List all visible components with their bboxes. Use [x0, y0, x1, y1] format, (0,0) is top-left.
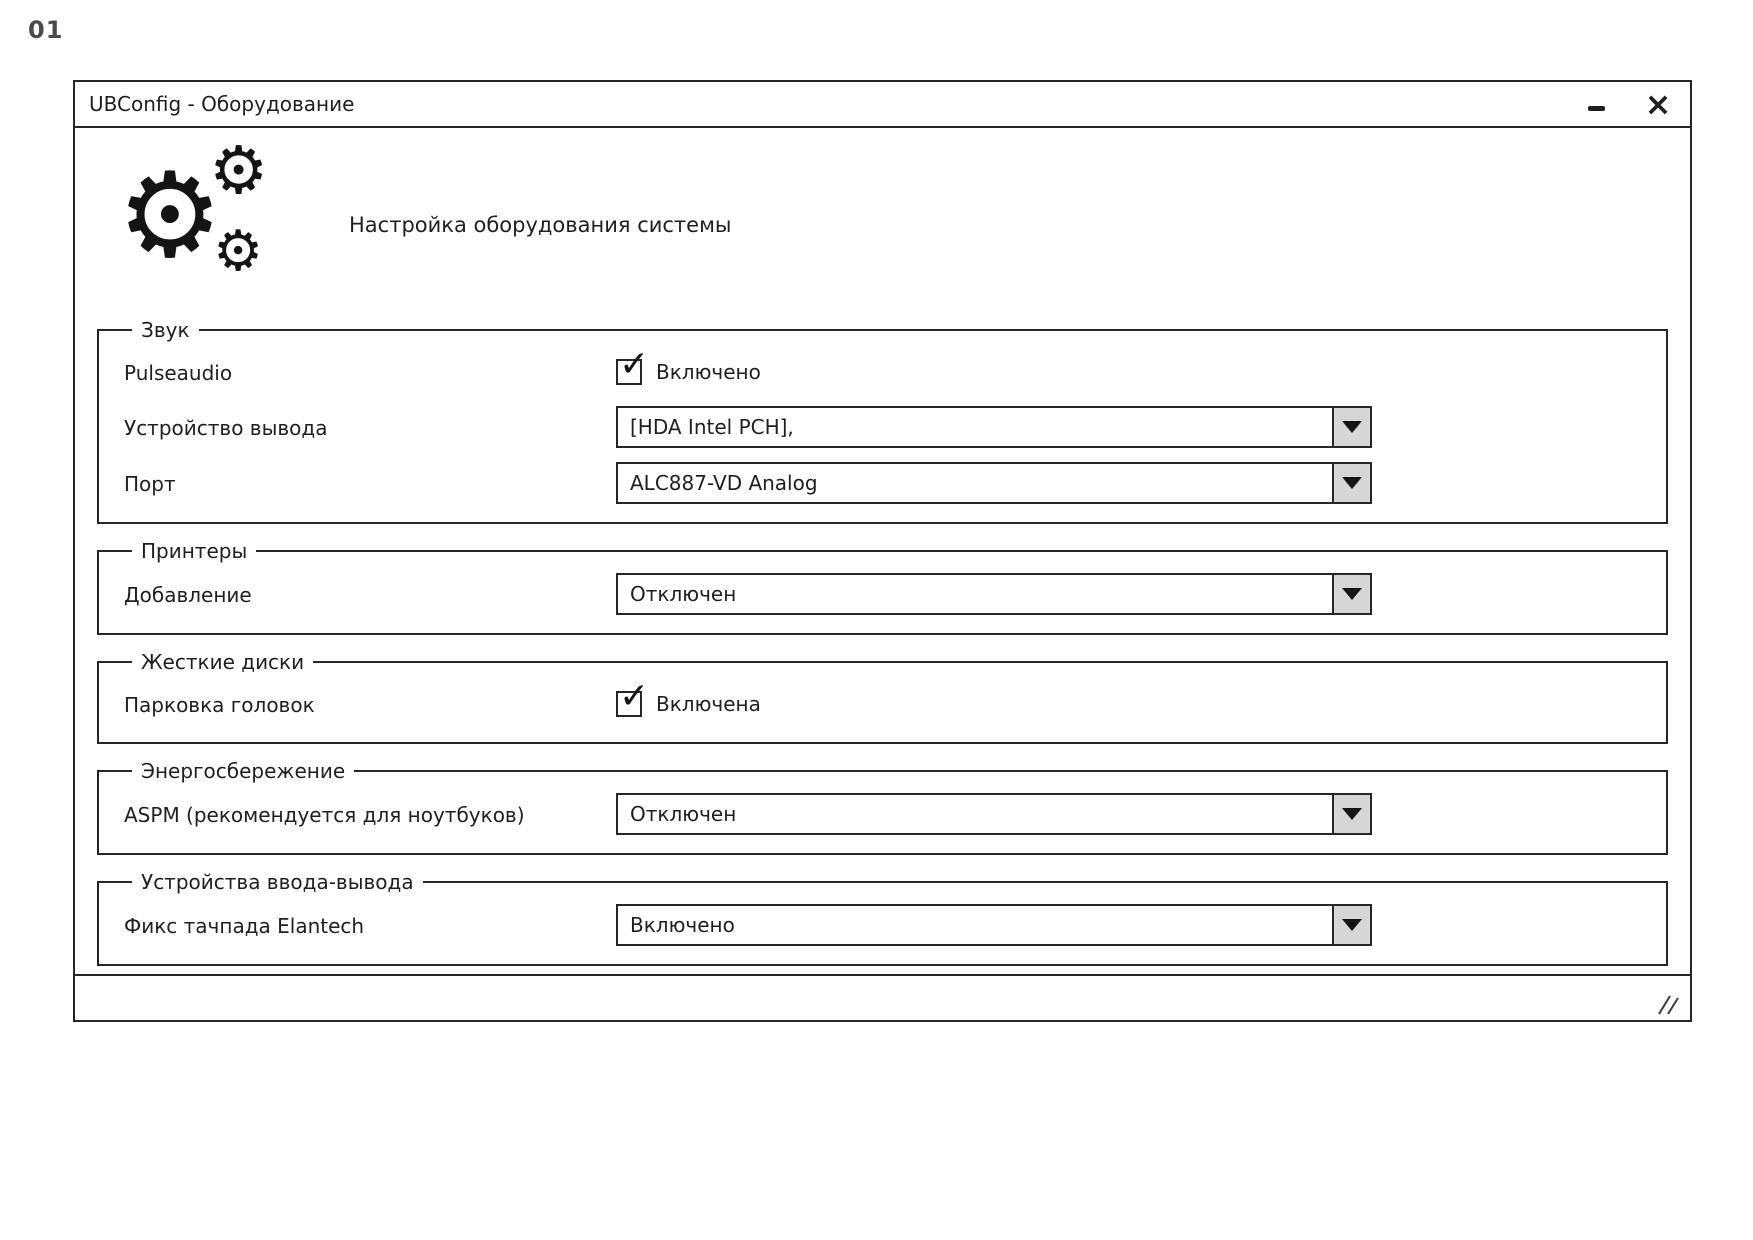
- combo-selected-value: Включено: [630, 913, 735, 937]
- resize-grip-icon[interactable]: [1652, 993, 1680, 1015]
- pulseaudio-checkbox[interactable]: [616, 344, 761, 392]
- gear-small-icon: ⚙: [213, 219, 264, 284]
- checkbox-state-label: Включено: [656, 360, 761, 384]
- window-content: [75, 128, 1690, 974]
- form-row: [124, 676, 1644, 724]
- section-printers-legend: Принтеры: [141, 539, 248, 563]
- chevron-down-icon[interactable]: [1332, 464, 1370, 502]
- section-printers: [97, 539, 1668, 635]
- section-io-devices: [97, 870, 1668, 966]
- combo-selected-value: Отключен: [630, 802, 737, 826]
- chevron-down-icon[interactable]: [1332, 575, 1370, 613]
- chevron-down-icon[interactable]: [1332, 906, 1370, 944]
- triangle-glyph: [1342, 421, 1362, 433]
- form-row: [124, 344, 1644, 392]
- output-device-label: Устройство вывода: [124, 416, 328, 440]
- form-row: [124, 462, 1644, 504]
- chevron-down-icon[interactable]: [1332, 408, 1370, 446]
- page-title: Настройка оборудования системы: [349, 213, 732, 237]
- aspm-select[interactable]: [616, 793, 1372, 835]
- checkmark-icon: ✓: [619, 676, 650, 717]
- header-block: [97, 132, 1668, 304]
- printer-add-select[interactable]: [616, 573, 1372, 615]
- head-parking-label: Парковка головок: [124, 693, 315, 717]
- checkmark-icon: ✓: [619, 344, 650, 385]
- triangle-glyph: [1342, 808, 1362, 820]
- port-select[interactable]: [616, 462, 1372, 504]
- close-button[interactable]: [1644, 85, 1672, 123]
- section-hard-disks: [97, 650, 1668, 744]
- combo-selected-value: [HDA Intel PCH],: [630, 415, 794, 439]
- window-controls: [1582, 85, 1672, 123]
- section-power-saving-legend: Энергосбережение: [141, 759, 346, 783]
- chevron-down-icon[interactable]: [1332, 795, 1370, 833]
- output-device-select[interactable]: [616, 406, 1372, 448]
- gear-large-icon: ⚙: [117, 146, 223, 284]
- triangle-glyph: [1342, 919, 1362, 931]
- combo-selected-value: Отключен: [630, 582, 737, 606]
- section-sound-legend: Звук: [141, 318, 190, 342]
- combo-selected-value: ALC887-VD Analog: [630, 471, 818, 495]
- head-parking-checkbox[interactable]: [616, 676, 761, 724]
- window-title: UBConfig - Оборудование: [89, 92, 355, 116]
- triangle-glyph: [1342, 477, 1362, 489]
- checkbox-state-label: Включена: [656, 692, 761, 716]
- printer-add-label: Добавление: [124, 583, 252, 607]
- close-icon: ×: [1644, 85, 1672, 123]
- checkbox-icon[interactable]: [616, 676, 650, 717]
- form-row: [124, 793, 1644, 835]
- minimize-icon: [1588, 106, 1605, 111]
- aspm-label: ASPM (рекомендуется для ноутбуков): [124, 803, 525, 827]
- form-row: [124, 573, 1644, 615]
- section-sound: [97, 318, 1668, 524]
- section-hard-disks-legend: Жесткие диски: [141, 650, 305, 674]
- status-bar: [75, 974, 1690, 1020]
- minimize-button[interactable]: [1582, 89, 1610, 119]
- port-label: Порт: [124, 472, 176, 496]
- form-row: [124, 406, 1644, 448]
- pulseaudio-label: Pulseaudio: [124, 361, 233, 385]
- checkbox-icon[interactable]: [616, 344, 650, 385]
- form-row: [124, 904, 1644, 946]
- elantech-fix-select[interactable]: [616, 904, 1372, 946]
- triangle-glyph: [1342, 588, 1362, 600]
- gear-medium-icon: ⚙: [209, 132, 269, 209]
- section-power-saving: [97, 759, 1668, 855]
- gears-icon: [117, 132, 283, 300]
- elantech-fix-label: Фикс тачпада Elantech: [124, 914, 365, 938]
- section-io-devices-legend: Устройства ввода-вывода: [141, 870, 414, 894]
- title-bar: [75, 82, 1690, 128]
- ubconfig-window: [73, 80, 1692, 1022]
- page-number-label: 01: [28, 16, 64, 44]
